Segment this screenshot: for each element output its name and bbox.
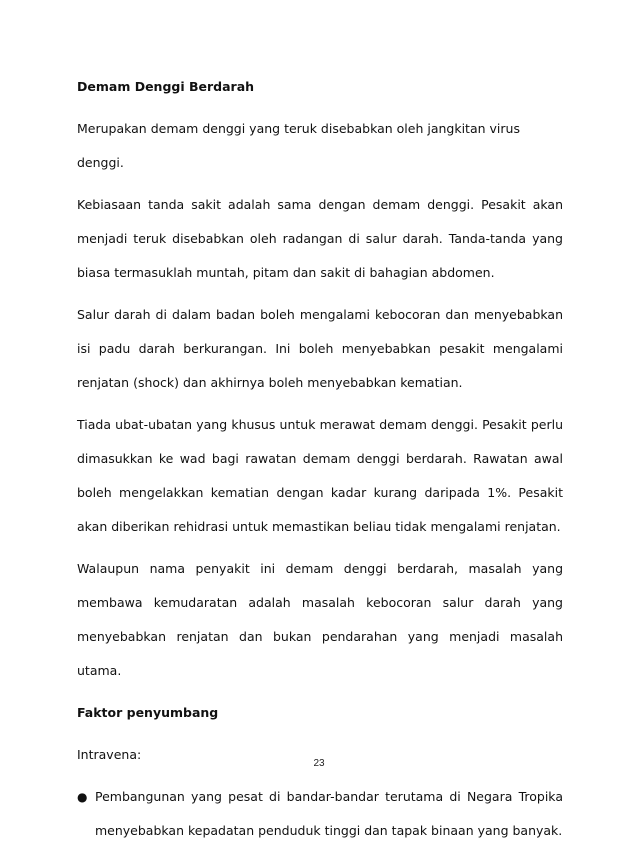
paragraph-4: Tiada ubat-ubatan yang khusus untuk merawat demam denggi. Pesakit perlu dimasukkan ke wad bagi rawatan demam denggi berdarah. Rawatan awal boleh mengelakkan kematian dengan kadar kurang daripada 1%. Pesakit akan diberikan rehidrasi untuk memastikan beliau tidak mengalami renjatan.: [77, 417, 563, 534]
page-content: [77, 70, 563, 848]
page-number: 23: [313, 758, 325, 769]
paragraph-2: Kebiasaan tanda sakit adalah sama dengan demam denggi. Pesakit akan menjadi teruk disebabkan oleh radangan di salur darah. Tanda-tanda yang biasa termasuklah muntah, pitam dan sakit di bahagian abdomen.: [77, 197, 563, 280]
bullet-text: Pembangunan yang pesat di bandar-bandar terutama di Negara Tropika menyebabkan kepadatan penduduk tinggi dan tapak binaan yang banyak.: [95, 789, 563, 838]
paragraph-3: Salur darah di dalam badan boleh mengalami kebocoran dan menyebabkan isi padu darah berkurangan. Ini boleh menyebabkan pesakit mengalami renjatan (shock) dan akhirnya boleh menyebabkan kematian.: [77, 307, 563, 390]
list-item: [77, 780, 563, 848]
bullet-list: [77, 780, 563, 848]
bullet-icon: ●: [77, 790, 88, 804]
document-title: Demam Denggi Berdarah: [77, 79, 255, 94]
paragraph-1: Merupakan demam denggi yang teruk disebabkan oleh jangkitan virus denggi.: [77, 121, 520, 170]
section-heading: Faktor penyumbang: [77, 705, 219, 720]
section-label: Intravena:: [77, 747, 142, 762]
paragraph-5: Walaupun nama penyakit ini demam denggi berdarah, masalah yang membawa kemudaratan adalah masalah kebocoran salur darah yang menyebabkan renjatan dan bukan pendarahan yang menjadi masalah utama.: [77, 561, 563, 678]
